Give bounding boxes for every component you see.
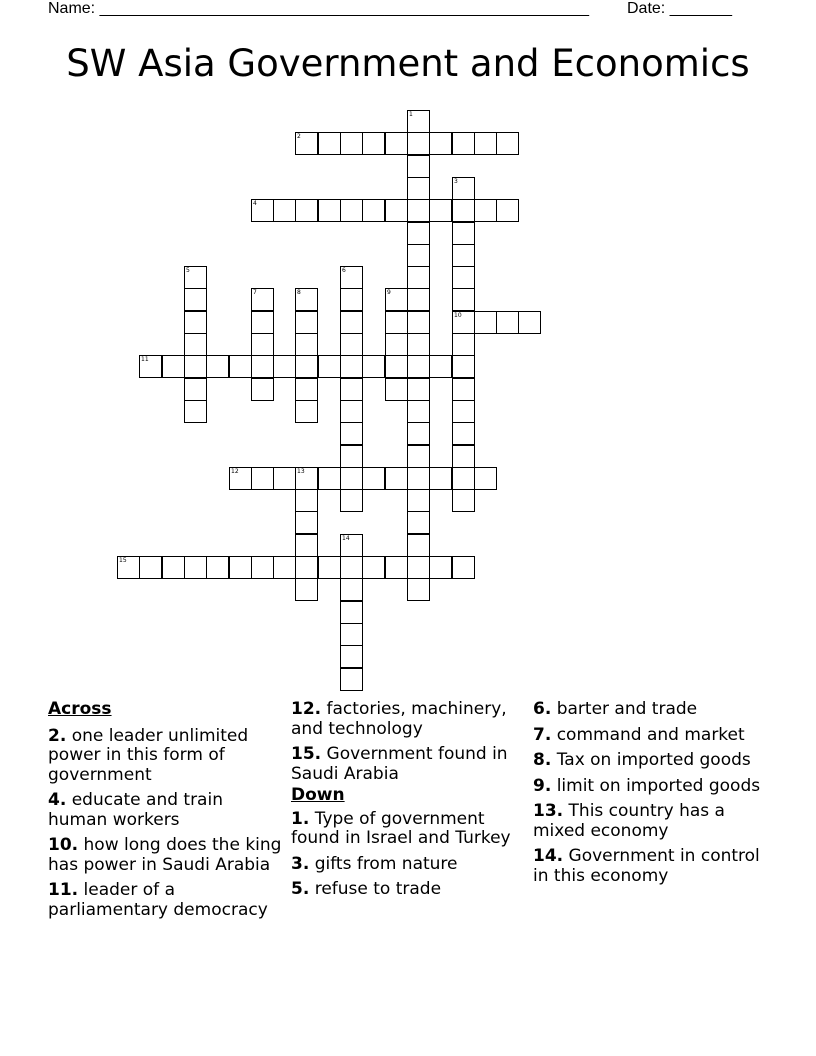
crossword-cell[interactable]	[452, 288, 475, 311]
clue-number-label: 11	[141, 356, 149, 363]
crossword-cell[interactable]	[452, 355, 475, 378]
clue-across-2: 2. one leader unlimited power in this form of government	[48, 725, 249, 785]
crossword-cell[interactable]	[273, 556, 296, 579]
crossword-cell[interactable]	[273, 355, 296, 378]
crossword-cell[interactable]	[273, 199, 296, 222]
crossword-cell[interactable]	[184, 355, 207, 378]
crossword-cell[interactable]	[184, 556, 207, 579]
crossword-cell[interactable]	[385, 467, 408, 490]
crossword-cell[interactable]	[206, 355, 229, 378]
crossword-cell[interactable]	[496, 132, 519, 155]
crossword-cell[interactable]	[229, 355, 252, 378]
crossword-cell[interactable]	[452, 422, 475, 445]
crossword-cell[interactable]	[340, 422, 363, 445]
crossword-cell[interactable]	[385, 199, 408, 222]
crossword-cell[interactable]	[251, 333, 274, 356]
crossword-cell[interactable]	[340, 556, 363, 579]
crossword-cell[interactable]	[385, 311, 408, 334]
crossword-cell[interactable]	[474, 199, 497, 222]
crossword-cell[interactable]	[496, 311, 519, 334]
crossword-cell[interactable]	[295, 400, 318, 423]
crossword-cell[interactable]	[385, 333, 408, 356]
crossword-cell[interactable]	[407, 511, 430, 534]
crossword-cell[interactable]	[452, 489, 475, 512]
crossword-cell[interactable]	[452, 467, 475, 490]
crossword-cell[interactable]	[206, 556, 229, 579]
crossword-cell[interactable]	[295, 311, 318, 334]
crossword-cell[interactable]	[429, 355, 452, 378]
clue-across-15: 15. Government found in Saudi Arabia	[291, 744, 508, 784]
crossword-cell[interactable]	[385, 355, 408, 378]
crossword-cell[interactable]	[184, 288, 207, 311]
clue-across-11: 11. leader of a parliamentary democracy	[48, 880, 268, 920]
clue-number-label: 15	[119, 557, 127, 564]
crossword-cell[interactable]	[385, 132, 408, 155]
crossword-cell[interactable]	[340, 489, 363, 512]
clue-down-14: 14. Government in control in this economy	[533, 846, 760, 886]
crossword-cell[interactable]	[429, 556, 452, 579]
clue-down-5: 5. refuse to trade	[291, 879, 442, 899]
crossword-cell[interactable]	[295, 355, 318, 378]
name-field[interactable]: Name: _______________________________________________________	[48, 0, 589, 17]
crossword-cell[interactable]	[184, 266, 207, 289]
crossword-cell[interactable]	[251, 467, 274, 490]
clue-across-12: 12. factories, machinery, and technology	[291, 699, 507, 739]
crossword-cell[interactable]	[295, 578, 318, 601]
crossword-cell[interactable]	[318, 132, 341, 155]
page-title: SW Asia Government and Economics	[66, 42, 750, 85]
crossword-cell[interactable]	[184, 333, 207, 356]
crossword-cell[interactable]	[407, 534, 430, 557]
crossword-cell[interactable]	[340, 333, 363, 356]
crossword-cell[interactable]	[407, 311, 430, 334]
crossword-cell[interactable]	[452, 222, 475, 245]
crossword-cell[interactable]	[162, 355, 185, 378]
clue-number-label: 2	[297, 133, 301, 140]
crossword-cell[interactable]	[385, 378, 408, 401]
date-field[interactable]: Date: _______	[627, 0, 732, 17]
crossword-cell[interactable]	[452, 556, 475, 579]
crossword-cell[interactable]	[452, 132, 475, 155]
crossword-cell[interactable]	[340, 534, 363, 557]
crossword-cell[interactable]	[385, 556, 408, 579]
crossword-cell[interactable]	[362, 132, 385, 155]
clue-number-label: 9	[387, 289, 391, 296]
crossword-cell[interactable]	[162, 556, 185, 579]
crossword-cell[interactable]	[362, 556, 385, 579]
crossword-cell[interactable]	[295, 288, 318, 311]
across-heading: Across	[48, 699, 112, 719]
crossword-cell[interactable]	[340, 467, 363, 490]
crossword-cell[interactable]	[295, 511, 318, 534]
down-heading: Down	[291, 785, 345, 805]
clue-number-label: 10	[454, 312, 462, 319]
crossword-cell[interactable]	[407, 355, 430, 378]
crossword-cell[interactable]	[407, 244, 430, 267]
crossword-cell[interactable]	[340, 199, 363, 222]
crossword-cell[interactable]	[429, 132, 452, 155]
crossword-cell[interactable]	[229, 556, 252, 579]
crossword-cell[interactable]	[407, 266, 430, 289]
clue-number-label: 14	[342, 535, 350, 542]
clue-column-2	[291, 700, 527, 906]
clue-down-7: 7. command and market	[533, 724, 745, 745]
crossword-cell[interactable]	[429, 199, 452, 222]
crossword-cell[interactable]	[452, 266, 475, 289]
clue-number-label: 1	[409, 111, 413, 118]
crossword-cell[interactable]	[340, 623, 363, 646]
crossword-cell[interactable]	[452, 445, 475, 468]
clue-down-6: 6. barter and trade	[533, 699, 698, 719]
clue-down-3: 3. gifts from nature	[291, 853, 458, 874]
crossword-cell[interactable]	[295, 132, 318, 155]
crossword-cell[interactable]	[318, 355, 341, 378]
crossword-cell[interactable]	[184, 311, 207, 334]
crossword-cell[interactable]	[407, 400, 430, 423]
clue-down-13: 13. This country has a mixed economy	[533, 801, 725, 841]
crossword-cell[interactable]	[407, 222, 430, 245]
crossword-cell[interactable]	[452, 199, 475, 222]
crossword-cell[interactable]	[340, 578, 363, 601]
crossword-cell[interactable]	[251, 311, 274, 334]
crossword-cell[interactable]	[362, 355, 385, 378]
crossword-cell[interactable]	[407, 489, 430, 512]
crossword-cell[interactable]	[273, 467, 296, 490]
clue-number-label: 13	[297, 468, 305, 475]
crossword-cell[interactable]	[117, 556, 140, 579]
clue-number-label: 3	[454, 178, 458, 185]
crossword-cell[interactable]	[229, 467, 252, 490]
crossword-cell[interactable]	[318, 556, 341, 579]
crossword-cell[interactable]	[318, 467, 341, 490]
crossword-cell[interactable]	[407, 422, 430, 445]
crossword-cell[interactable]	[518, 311, 541, 334]
crossword-cell[interactable]	[139, 556, 162, 579]
crossword-cell[interactable]	[452, 311, 475, 334]
crossword-cell[interactable]	[452, 244, 475, 267]
crossword-cell[interactable]	[251, 556, 274, 579]
crossword-cell[interactable]	[251, 199, 274, 222]
crossword-cell[interactable]	[295, 333, 318, 356]
crossword-cell[interactable]	[340, 132, 363, 155]
crossword-cell[interactable]	[295, 467, 318, 490]
clue-column-1	[48, 700, 284, 926]
clue-across-4: 4. educate and train human workers	[48, 790, 223, 830]
crossword-cell[interactable]	[251, 288, 274, 311]
crossword-cell[interactable]	[407, 199, 430, 222]
crossword-cell[interactable]	[340, 311, 363, 334]
crossword-cell[interactable]	[452, 400, 475, 423]
crossword-cell[interactable]	[340, 601, 363, 624]
crossword-cell[interactable]	[340, 266, 363, 289]
clue-down-8: 8. Tax on imported goods	[533, 750, 751, 770]
crossword-cell[interactable]	[340, 400, 363, 423]
crossword-cell[interactable]	[407, 445, 430, 468]
crossword-cell[interactable]	[295, 534, 318, 557]
crossword-cell[interactable]	[407, 155, 430, 178]
crossword-cell[interactable]	[407, 288, 430, 311]
clue-number-label: 5	[186, 267, 190, 274]
clue-number-label: 4	[253, 200, 257, 207]
crossword-cell[interactable]	[407, 177, 430, 200]
crossword-cell[interactable]	[474, 311, 497, 334]
crossword-cell[interactable]	[407, 132, 430, 155]
crossword-cell[interactable]	[407, 578, 430, 601]
clue-across-10: 10. how long does the king has power in Saudi Arabia	[48, 835, 282, 875]
crossword-cell[interactable]	[295, 556, 318, 579]
crossword-cell[interactable]	[474, 467, 497, 490]
crossword-cell[interactable]	[429, 467, 452, 490]
crossword-cell[interactable]	[362, 467, 385, 490]
crossword-cell[interactable]	[251, 355, 274, 378]
crossword-cell[interactable]	[452, 333, 475, 356]
crossword-cell[interactable]	[340, 445, 363, 468]
crossword-cell[interactable]	[184, 378, 207, 401]
crossword-cell[interactable]	[385, 288, 408, 311]
crossword-cell[interactable]	[340, 668, 363, 691]
crossword-cell[interactable]	[496, 199, 519, 222]
crossword-cell[interactable]	[295, 489, 318, 512]
crossword-cell[interactable]	[362, 199, 385, 222]
crossword-cell[interactable]	[340, 378, 363, 401]
crossword-cell[interactable]	[295, 378, 318, 401]
crossword-cell[interactable]	[407, 467, 430, 490]
clue-number-label: 8	[297, 289, 301, 296]
crossword-cell[interactable]	[295, 199, 318, 222]
clue-number-label: 12	[231, 468, 239, 475]
crossword-cell[interactable]	[407, 110, 430, 133]
clue-number-label: 6	[342, 267, 346, 274]
crossword-cell[interactable]	[407, 378, 430, 401]
crossword-cell[interactable]	[139, 355, 162, 378]
crossword-cell[interactable]	[407, 556, 430, 579]
crossword-cell[interactable]	[340, 288, 363, 311]
crossword-cell[interactable]	[407, 333, 430, 356]
crossword-cell[interactable]	[340, 645, 363, 668]
crossword-cell[interactable]	[452, 378, 475, 401]
clue-down-1: 1. Type of government found in Israel and Turkey	[291, 808, 511, 848]
crossword-cell[interactable]	[251, 378, 274, 401]
crossword-cell[interactable]	[184, 400, 207, 423]
clue-down-9: 9. limit on imported goods	[533, 775, 761, 796]
crossword-cell[interactable]	[474, 132, 497, 155]
crossword-cell[interactable]	[340, 355, 363, 378]
clue-column-3	[533, 700, 769, 892]
crossword-cell[interactable]	[452, 177, 475, 200]
crossword-cell[interactable]	[318, 199, 341, 222]
clue-number-label: 7	[253, 289, 257, 296]
